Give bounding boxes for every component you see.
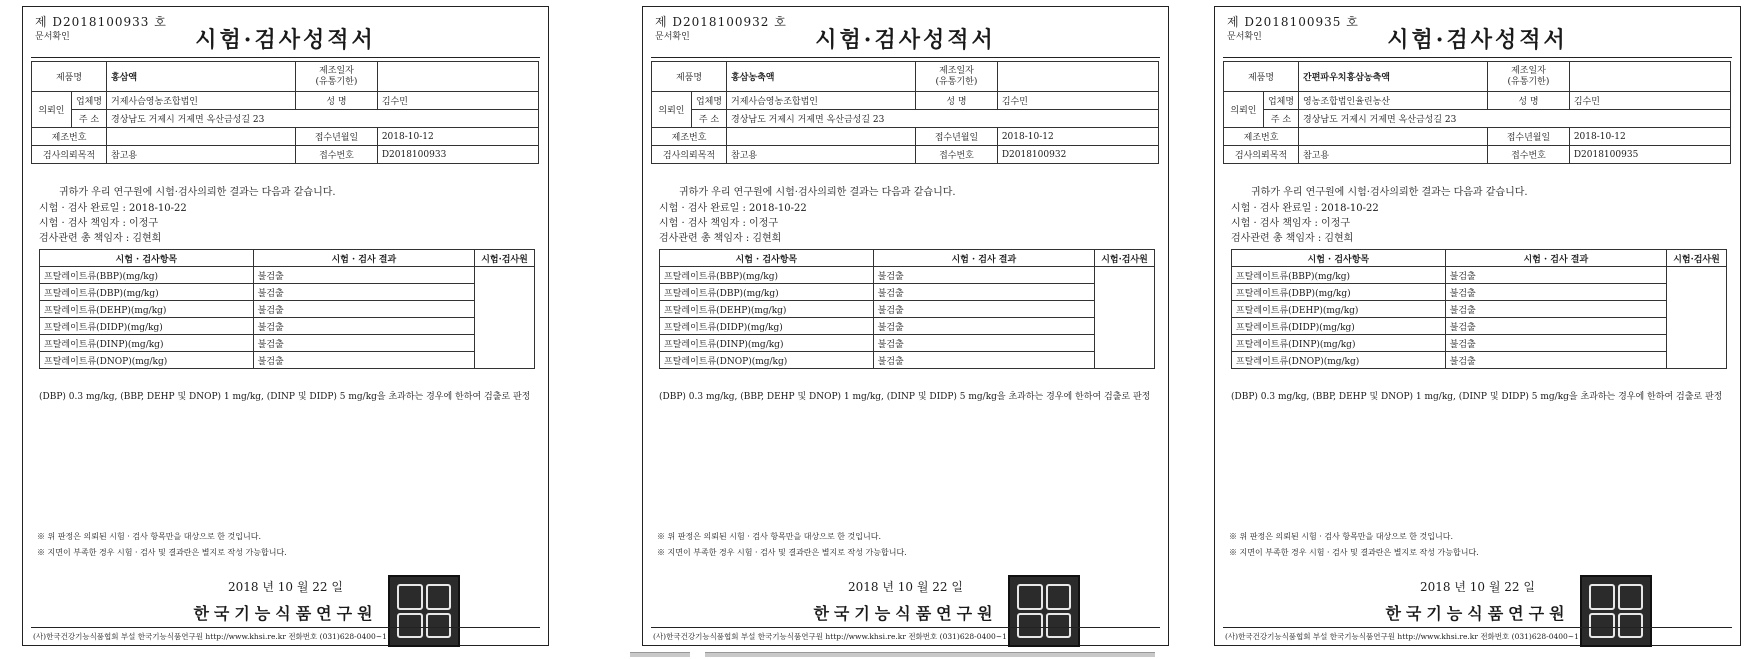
completion-date: 시험 · 검사 완료일 : 2018-10-22 [1231, 203, 1379, 214]
client-name-value: 김수민 [997, 92, 1158, 110]
table-row [660, 301, 1155, 318]
company-value: 거제사슴영농조합법인 [727, 92, 916, 110]
judgement-note: (DBP) 0.3 mg/kg, (BBP, DEHP 및 DNOP) 1 mg/kg, (DINP 및 DIDP) 5 mg/kg을 초과하는 경우에 한하여 검출로 판정 [1231, 392, 1723, 402]
results-table [659, 249, 1155, 369]
results-header-result: 시험 · 검사 결과 [873, 250, 1094, 267]
test-item: 프탈레이트류(DINP)(mg/kg) [1232, 335, 1446, 352]
receipt-number-label: 접수번호 [296, 146, 378, 164]
chief-officer: 검사관련 총 책임자 : 김현희 [1231, 233, 1354, 244]
table-row [1232, 335, 1727, 352]
received-date-value: 2018-10-12 [377, 128, 538, 146]
results-header-inspector: 시험·검사원 [475, 250, 535, 267]
lot-number-value [1299, 128, 1488, 146]
client-info-table [651, 61, 1159, 164]
lot-number-label: 제조번호 [1224, 128, 1299, 146]
test-item: 프탈레이트류(DIDP)(mg/kg) [660, 318, 874, 335]
test-meta [39, 201, 187, 246]
received-date-label: 접수년월일 [296, 128, 378, 146]
test-item: 프탈레이트류(DEHP)(mg/kg) [40, 301, 254, 318]
manufacture-date-value [1569, 62, 1730, 92]
intro-text: 귀하가 우리 연구원에 시험·검사의뢰한 결과는 다음과 같습니다. [1251, 187, 1528, 198]
lot-number-value [727, 128, 916, 146]
table-row [40, 352, 535, 369]
test-officer: 시험 · 검사 책임자 : 이정구 [1231, 218, 1351, 229]
manufacture-date-value [997, 62, 1158, 92]
test-item: 프탈레이트류(DBP)(mg/kg) [40, 284, 254, 301]
document-confirm-label: 문서확인 [1227, 32, 1262, 42]
test-item: 프탈레이트류(DNOP)(mg/kg) [1232, 352, 1446, 369]
results-table [39, 249, 535, 369]
test-meta [1231, 201, 1379, 246]
product-name-value: 홍삼농축액 [727, 62, 916, 92]
document-number: 제 D2018100935 호 [1227, 15, 1359, 29]
company-label: 업체명 [1263, 92, 1298, 110]
client-name-label: 성 명 [916, 92, 998, 110]
issue-date: 2018 년 10 월 22 일 [848, 580, 963, 594]
received-date-value: 2018-10-12 [1569, 128, 1730, 146]
table-row [40, 318, 535, 335]
test-item: 프탈레이트류(BBP)(mg/kg) [660, 267, 874, 284]
receipt-number-label: 접수번호 [916, 146, 998, 164]
results-table [1231, 249, 1727, 369]
table-row [1232, 318, 1727, 335]
results-header-item: 시험 · 검사항목 [1232, 250, 1446, 267]
company-value: 영농조합법인율린농산 [1299, 92, 1488, 110]
product-name-value: 간편파우치홍삼농축액 [1299, 62, 1488, 92]
bottom-divider [651, 627, 1160, 628]
results-header-item: 시험 · 검사항목 [660, 250, 874, 267]
institute-name: 한국기능식품연구원 [193, 604, 378, 623]
received-date-value: 2018-10-12 [997, 128, 1158, 146]
page-edge-scrap [705, 652, 1155, 657]
page-edge-scrap [630, 652, 690, 657]
inspector-cell [1095, 267, 1155, 369]
receipt-number-value: D2018100932 [997, 146, 1158, 164]
table-row [40, 335, 535, 352]
test-result: 불검출 [873, 267, 1094, 284]
company-label: 업체명 [691, 92, 726, 110]
address-value: 경상남도 거제시 거제면 옥산금성길 23 [727, 110, 1159, 128]
footnote-scope: ※ 위 판정은 의뢰된 시험 · 검사 항목만을 대상으로 한 것입니다. [657, 532, 881, 541]
test-result: 불검출 [873, 301, 1094, 318]
test-result: 불검출 [253, 284, 474, 301]
judgement-note: (DBP) 0.3 mg/kg, (BBP, DEHP 및 DNOP) 1 mg/kg, (DINP 및 DIDP) 5 mg/kg을 초과하는 경우에 한하여 검출로 판정 [659, 392, 1151, 402]
contact-footer: (사)한국건강기능식품협회 부설 한국기능식품연구원 http://www.khsi.re.kr 전화번호 (031)628-0400~1 [33, 632, 387, 641]
test-certificate [1214, 6, 1741, 646]
test-result: 불검출 [873, 352, 1094, 369]
institute-name: 한국기능식품연구원 [813, 604, 998, 623]
company-value: 거제사슴영농조합법인 [107, 92, 296, 110]
test-item: 프탈레이트류(DEHP)(mg/kg) [1232, 301, 1446, 318]
purpose-value: 참고용 [1299, 146, 1488, 164]
test-result: 불검출 [253, 335, 474, 352]
document-number: 제 D2018100933 호 [35, 15, 167, 29]
lot-number-value [107, 128, 296, 146]
received-date-label: 접수년월일 [1488, 128, 1570, 146]
test-result: 불검출 [1445, 352, 1666, 369]
table-row [1232, 301, 1727, 318]
table-row [660, 267, 1155, 284]
results-header-item: 시험 · 검사항목 [40, 250, 254, 267]
lot-number-label: 제조번호 [652, 128, 727, 146]
product-name-label: 제품명 [1224, 62, 1299, 92]
table-row [40, 267, 535, 284]
receipt-number-value: D2018100935 [1569, 146, 1730, 164]
test-result: 불검출 [1445, 301, 1666, 318]
judgement-note: (DBP) 0.3 mg/kg, (BBP, DEHP 및 DNOP) 1 mg/kg, (DINP 및 DIDP) 5 mg/kg을 초과하는 경우에 한하여 검출로 판정 [39, 392, 531, 402]
client-name-label: 성 명 [1488, 92, 1570, 110]
footnote-attachment: ※ 지면이 부족한 경우 시험 · 검사 및 결과란은 별지로 작성 가능합니다. [657, 548, 907, 557]
contact-footer: (사)한국건강기능식품협회 부설 한국기능식품연구원 http://www.khsi.re.kr 전화번호 (031)628-0400~1 [1225, 632, 1579, 641]
table-row [660, 335, 1155, 352]
test-result: 불검출 [253, 352, 474, 369]
document-confirm-label: 문서확인 [35, 32, 70, 42]
top-divider [1223, 57, 1732, 58]
test-result: 불검출 [253, 318, 474, 335]
company-label: 업체명 [71, 92, 106, 110]
product-name-value: 홍삼액 [107, 62, 296, 92]
test-officer: 시험 · 검사 책임자 : 이정구 [39, 218, 159, 229]
purpose-value: 참고용 [107, 146, 296, 164]
manufacture-date-label: 제조일자 (유통기한) [916, 62, 998, 92]
client-info-table [1223, 61, 1731, 164]
lot-number-label: 제조번호 [32, 128, 107, 146]
client-name-value: 김수민 [1569, 92, 1730, 110]
test-result: 불검출 [1445, 284, 1666, 301]
product-name-label: 제품명 [652, 62, 727, 92]
results-header-inspector: 시험·검사원 [1667, 250, 1727, 267]
issue-date: 2018 년 10 월 22 일 [1420, 580, 1535, 594]
test-result: 불검출 [1445, 267, 1666, 284]
document-confirm-label: 문서확인 [655, 32, 690, 42]
test-result: 불검출 [253, 267, 474, 284]
test-result: 불검출 [1445, 335, 1666, 352]
manufacture-date-value [377, 62, 538, 92]
footnote-attachment: ※ 지면이 부족한 경우 시험 · 검사 및 결과란은 별지로 작성 가능합니다. [1229, 548, 1479, 557]
footnote-attachment: ※ 지면이 부족한 경우 시험 · 검사 및 결과란은 별지로 작성 가능합니다. [37, 548, 287, 557]
address-value: 경상남도 거제시 거제면 옥산금성길 23 [1299, 110, 1731, 128]
test-item: 프탈레이트류(DIDP)(mg/kg) [1232, 318, 1446, 335]
table-row [660, 352, 1155, 369]
test-item: 프탈레이트류(DBP)(mg/kg) [660, 284, 874, 301]
contact-footer: (사)한국건강기능식품협회 부설 한국기능식품연구원 http://www.khsi.re.kr 전화번호 (031)628-0400~1 [653, 632, 1007, 641]
test-item: 프탈레이트류(DNOP)(mg/kg) [660, 352, 874, 369]
footnote-scope: ※ 위 판정은 의뢰된 시험 · 검사 항목만을 대상으로 한 것입니다. [1229, 532, 1453, 541]
institute-name: 한국기능식품연구원 [1385, 604, 1570, 623]
test-certificate [642, 6, 1169, 646]
test-item: 프탈레이트류(BBP)(mg/kg) [1232, 267, 1446, 284]
intro-text: 귀하가 우리 연구원에 시험·검사의뢰한 결과는 다음과 같습니다. [59, 187, 336, 198]
table-row [40, 284, 535, 301]
receipt-number-value: D2018100933 [377, 146, 538, 164]
test-result: 불검출 [873, 335, 1094, 352]
test-item: 프탈레이트류(DEHP)(mg/kg) [660, 301, 874, 318]
test-meta [659, 201, 807, 246]
inspector-cell [1667, 267, 1727, 369]
certificate-title: 시험·검사성적서 [1387, 27, 1568, 53]
address-label: 주 소 [691, 110, 726, 128]
test-item: 프탈레이트류(BBP)(mg/kg) [40, 267, 254, 284]
top-divider [31, 57, 540, 58]
test-certificate [22, 6, 549, 646]
test-result: 불검출 [873, 318, 1094, 335]
completion-date: 시험 · 검사 완료일 : 2018-10-22 [39, 203, 187, 214]
test-result: 불검출 [253, 301, 474, 318]
bottom-divider [31, 627, 540, 628]
footnote-scope: ※ 위 판정은 의뢰된 시험 · 검사 항목만을 대상으로 한 것입니다. [37, 532, 261, 541]
test-item: 프탈레이트류(DIDP)(mg/kg) [40, 318, 254, 335]
table-row [1232, 352, 1727, 369]
product-name-label: 제품명 [32, 62, 107, 92]
purpose-label: 검사의뢰목적 [1224, 146, 1299, 164]
bottom-divider [1223, 627, 1732, 628]
results-header-result: 시험 · 검사 결과 [1445, 250, 1666, 267]
table-row [1232, 267, 1727, 284]
receipt-number-label: 접수번호 [1488, 146, 1570, 164]
test-item: 프탈레이트류(DBP)(mg/kg) [1232, 284, 1446, 301]
table-row [40, 301, 535, 318]
client-label: 의뢰인 [32, 92, 72, 128]
intro-text: 귀하가 우리 연구원에 시험·검사의뢰한 결과는 다음과 같습니다. [679, 187, 956, 198]
completion-date: 시험 · 검사 완료일 : 2018-10-22 [659, 203, 807, 214]
manufacture-date-label: 제조일자 (유통기한) [1488, 62, 1570, 92]
test-result: 불검출 [1445, 318, 1666, 335]
inspector-cell [475, 267, 535, 369]
client-name-value: 김수민 [377, 92, 538, 110]
results-header-inspector: 시험·검사원 [1095, 250, 1155, 267]
test-officer: 시험 · 검사 책임자 : 이정구 [659, 218, 779, 229]
top-divider [651, 57, 1160, 58]
table-row [660, 284, 1155, 301]
certificate-title: 시험·검사성적서 [195, 27, 376, 53]
address-label: 주 소 [1263, 110, 1298, 128]
client-label: 의뢰인 [652, 92, 692, 128]
chief-officer: 검사관련 총 책임자 : 김현희 [659, 233, 782, 244]
issue-date: 2018 년 10 월 22 일 [228, 580, 343, 594]
client-label: 의뢰인 [1224, 92, 1264, 128]
test-result: 불검출 [873, 284, 1094, 301]
client-info-table [31, 61, 539, 164]
client-name-label: 성 명 [296, 92, 378, 110]
manufacture-date-label: 제조일자 (유통기한) [296, 62, 378, 92]
table-row [660, 318, 1155, 335]
purpose-value: 참고용 [727, 146, 916, 164]
received-date-label: 접수년월일 [916, 128, 998, 146]
test-item: 프탈레이트류(DINP)(mg/kg) [40, 335, 254, 352]
test-item: 프탈레이트류(DINP)(mg/kg) [660, 335, 874, 352]
address-label: 주 소 [71, 110, 106, 128]
test-item: 프탈레이트류(DNOP)(mg/kg) [40, 352, 254, 369]
chief-officer: 검사관련 총 책임자 : 김현희 [39, 233, 162, 244]
purpose-label: 검사의뢰목적 [652, 146, 727, 164]
results-header-result: 시험 · 검사 결과 [253, 250, 474, 267]
purpose-label: 검사의뢰목적 [32, 146, 107, 164]
document-number: 제 D2018100932 호 [655, 15, 787, 29]
address-value: 경상남도 거제시 거제면 옥산금성길 23 [107, 110, 539, 128]
certificate-title: 시험·검사성적서 [815, 27, 996, 53]
table-row [1232, 284, 1727, 301]
